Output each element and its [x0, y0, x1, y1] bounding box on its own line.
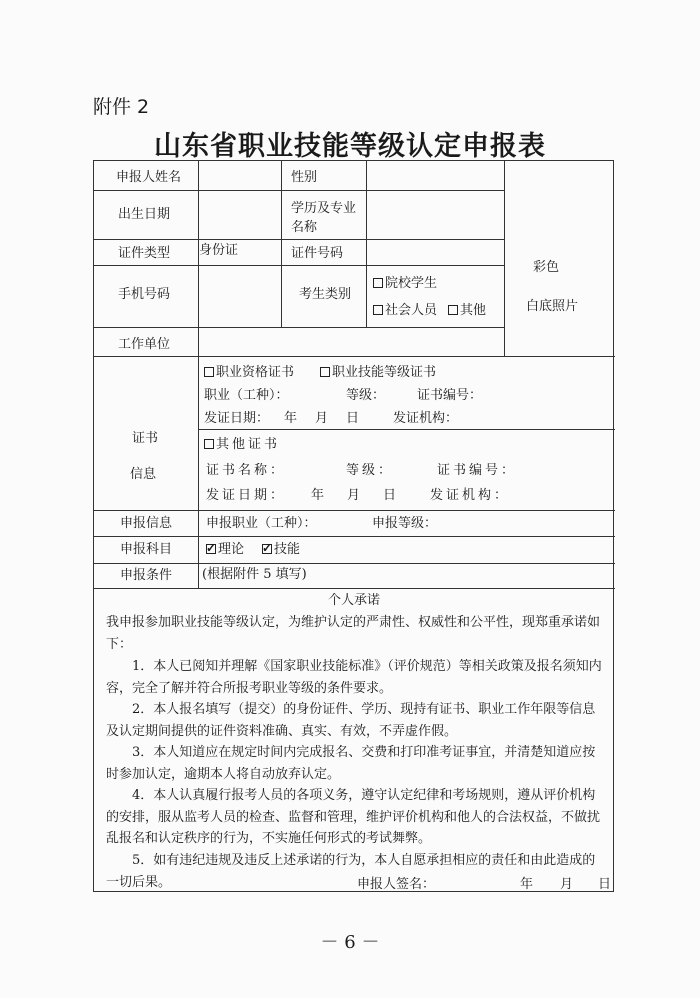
education-label-2: 名称	[291, 220, 318, 235]
condition-value: (根据附件 5 填写)	[202, 567, 307, 582]
cert-month-label: 月	[315, 411, 329, 426]
checkbox-icon[interactable]	[204, 367, 214, 377]
pledge-item-2: 2．本人报名填写（提交）的身份证件、学历、现持有证书、职业工作年限等信息及认定期间提供的证件资料准确、真实、有效，不弄虚作假。	[106, 702, 596, 739]
cert-occupation-label: 职业（工种）：	[204, 388, 289, 403]
pledge-intro: 我申报参加职业技能等级认定，为维护认定的严肃性、权威性和公平性，现郑重承诺如下：	[106, 615, 601, 652]
pledge-item-5: 5．如有违纪违规及违反上述承诺的行为，本人自愿承担相应的责任和由此造成的一切后果。	[106, 853, 596, 890]
pledge-title: 个人承诺	[328, 593, 381, 608]
signature-month: 月	[560, 877, 574, 892]
cert-option-skill-level[interactable]: 职业技能等级证书	[320, 365, 436, 381]
id-type-value: 身份证	[199, 243, 239, 258]
other-cert-option[interactable]: 其他证书	[204, 437, 280, 453]
cert-info-label: 证书	[132, 431, 159, 446]
application-form	[93, 160, 614, 892]
other-cert-name-label: 证书名称：	[206, 463, 287, 478]
other-issuer-label: 发证机构：	[430, 488, 511, 503]
checkbox-checked-icon[interactable]	[262, 544, 272, 554]
apply-info-label: 申报信息	[120, 516, 173, 531]
candidate-option-student[interactable]: 院校学生	[373, 276, 437, 292]
other-day-label: 日	[383, 488, 397, 503]
other-cert-number-label: 证书编号：	[437, 463, 518, 478]
other-year-label: 年	[311, 488, 325, 503]
subject-option-skill[interactable]: ✓ 技能	[262, 542, 300, 558]
other-month-label: 月	[347, 488, 361, 503]
checkbox-icon[interactable]	[448, 305, 458, 315]
checkbox-icon[interactable]	[373, 278, 383, 288]
phone-label: 手机号码	[118, 287, 171, 302]
form-title: 山东省职业技能等级认定申报表	[154, 131, 546, 162]
checkbox-icon[interactable]	[320, 367, 330, 377]
cert-number-label: 证书编号：	[417, 388, 483, 403]
pledge-item-1: 1．本人已阅知并理解《国家职业技能标准》（评价规范）等相关政策及报名须知内容，完全了解并符合所报考职业等级的条件要求。	[106, 659, 602, 696]
condition-label: 申报条件	[120, 568, 173, 583]
cert-issue-date-label: 发证日期：	[204, 411, 270, 426]
page-number: － 6 －	[320, 932, 380, 953]
subject-option-theory[interactable]: ✓ 理论	[206, 542, 244, 558]
id-type-label: 证件类型	[118, 246, 171, 261]
other-cert-level-label: 等级：	[346, 463, 395, 478]
checkbox-icon[interactable]	[204, 439, 214, 449]
cert-day-label: 日	[346, 411, 360, 426]
candidate-type-label: 考生类别	[299, 287, 352, 302]
candidate-option-public[interactable]: 社会人员	[373, 303, 437, 319]
cert-issuer-label: 发证机构：	[393, 411, 459, 426]
cert-year-label: 年	[284, 411, 298, 426]
cert-level-label: 等级：	[346, 388, 386, 403]
checkbox-icon[interactable]	[373, 305, 383, 315]
cert-info-label-2: 信息	[130, 467, 157, 482]
birth-date-label: 出生日期	[118, 207, 171, 222]
name-label: 申报人姓名	[116, 170, 182, 185]
pledge-item-4: 4．本人认真履行报考人员的各项义务，遵守认定纪律和考场规则，遵从评价机构的安排，服从监考人员的检查、监督和管理，维护评价机构和他人的合法权益，不做扰乱报名和认定秩序的行为，不实施任何形式的考试舞弊。	[106, 788, 601, 846]
apply-level-label: 申报等级：	[372, 516, 438, 531]
photo-label-1: 彩色	[533, 260, 560, 275]
gender-label: 性别	[291, 170, 318, 185]
attachment-label: 附件 2	[93, 96, 150, 118]
apply-occupation-label: 申报职业（工种）：	[206, 516, 317, 531]
pledge-item-3: 3．本人知道应在规定时间内完成报名、交费和打印准考证事宜，并清楚知道应按时参加认定，逾期本人将自动放弃认定。	[106, 745, 596, 782]
signature-year: 年	[520, 877, 534, 892]
candidate-option-other[interactable]: 其他	[448, 303, 486, 319]
subject-label: 申报科目	[120, 542, 173, 557]
other-issue-date-label: 发证日期：	[206, 488, 287, 503]
signature-label: 申报人签名：	[357, 877, 436, 892]
cert-option-qualification[interactable]: 职业资格证书	[204, 365, 294, 381]
education-label: 学历及专业	[291, 201, 357, 216]
photo-label-2: 白底照片	[526, 299, 579, 314]
employer-label: 工作单位	[118, 337, 171, 352]
id-number-label: 证件号码	[291, 246, 344, 261]
signature-day: 日	[598, 877, 612, 892]
checkbox-checked-icon[interactable]	[206, 544, 216, 554]
